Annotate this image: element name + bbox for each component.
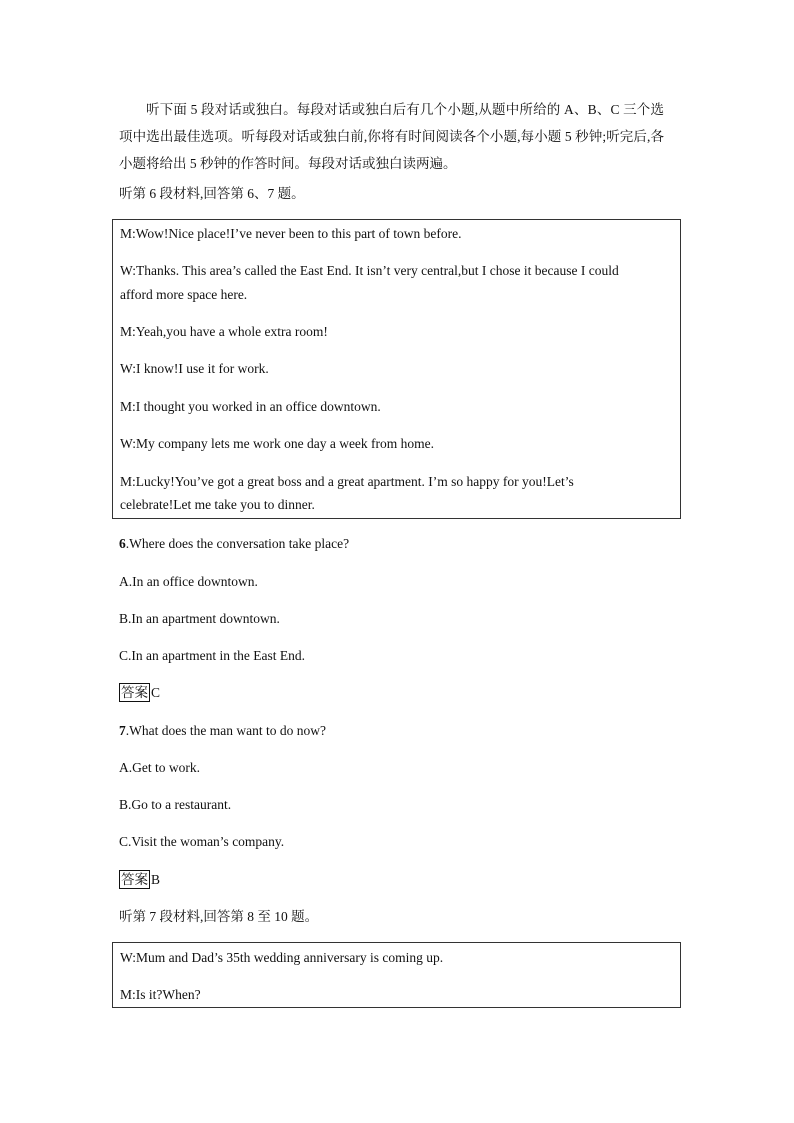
option-c: C.In an apartment in the East End.	[119, 648, 305, 663]
question-7	[119, 721, 326, 741]
section-7-heading: 听第 7 段材料,回答第 8 至 10 题。	[119, 909, 319, 924]
answer-value: C	[151, 685, 161, 700]
transcript-line: W:Mum and Dad’s 35th wedding anniversary is coming up.	[120, 950, 444, 965]
question-text: .What does the man want to do now?	[125, 723, 326, 738]
question-number: 7	[119, 723, 126, 738]
answer-label-badge: 答案	[121, 872, 148, 887]
transcript-line: M:Wow!Nice place!I’ve never been to this part of town before.	[120, 226, 462, 241]
option-b: B.In an apartment downtown.	[119, 611, 280, 626]
transcript-line: celebrate!Let me take you to dinner.	[120, 497, 315, 512]
option-b: B.Go to a restaurant.	[119, 797, 232, 812]
transcript-line: W:Thanks. This area’s called the East End. It isn’t very central,but I chose it because I could	[120, 263, 619, 278]
answer-6	[119, 683, 160, 703]
transcript-line: M:Is it?When?	[120, 987, 201, 1002]
transcript-line: W:My company lets me work one day a week from home.	[120, 436, 435, 451]
question-text: .Where does the conversation take place?	[125, 536, 350, 551]
section-6-heading: 听第 6 段材料,回答第 6、7 题。	[119, 186, 305, 201]
option-a: A.Get to work.	[119, 760, 200, 775]
transcript-line: W:I know!I use it for work.	[120, 361, 269, 376]
transcript-line: M:Yeah,you have a whole extra room!	[120, 324, 328, 339]
section-6-transcript-box	[112, 219, 681, 519]
transcript-line: afford more space here.	[120, 287, 248, 302]
answer-value: B	[151, 872, 161, 887]
answer-7	[119, 870, 160, 890]
answer-label-badge: 答案	[121, 685, 148, 700]
option-a: A.In an office downtown.	[119, 574, 258, 589]
option-c: C.Visit the woman’s company.	[119, 834, 285, 849]
question-number: 6	[119, 536, 126, 551]
transcript-line: M:I thought you worked in an office downtown.	[120, 399, 381, 414]
instructions-paragraph: 听下面 5 段对话或独白。每段对话或独白后有几个小题,从题中所给的 A、B、C 三个选项中选出最佳选项。听每段对话或独白前,你将有时间阅读各个小题,每小题 5 秒钟;听完后,各小题将给出 5 秒钟的作答时间。每段对话或独白读两遍。	[119, 102, 664, 171]
transcript-line: M:Lucky!You’ve got a great boss and a great apartment. I’m so happy for you!Let’s	[120, 474, 574, 489]
section-7-transcript-box	[112, 942, 681, 1008]
question-6	[119, 534, 349, 554]
